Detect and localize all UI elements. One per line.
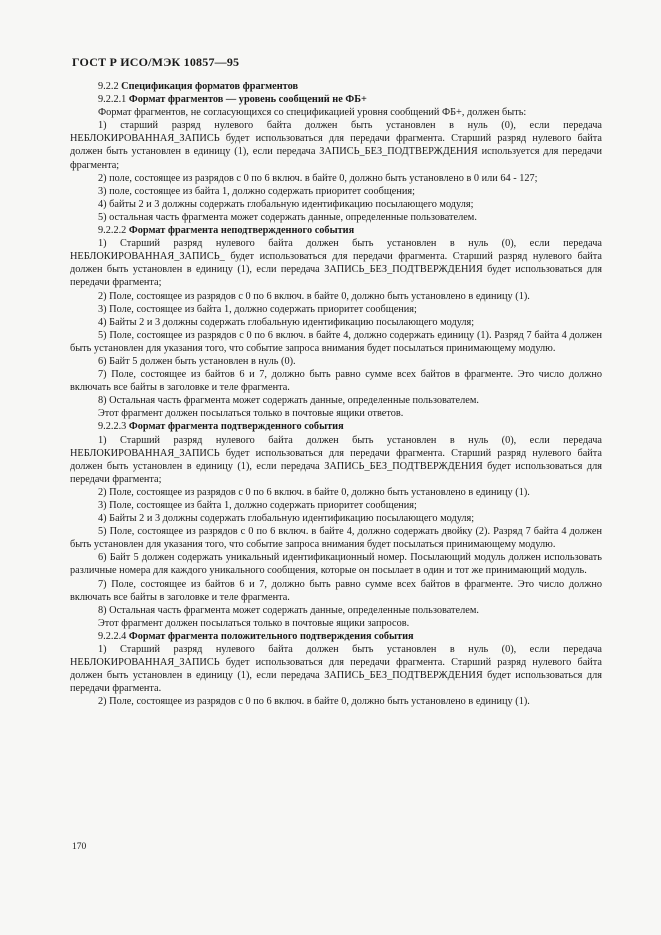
section-title: Спецификация форматов фрагментов (121, 81, 299, 92)
document-body (70, 80, 602, 709)
section-heading (70, 80, 602, 93)
list-item: 4) Байты 2 и 3 должны содержать глобальную идентификацию посылающего модуля; (98, 316, 475, 328)
list-item: 7) Поле, состоящее из байтов 6 и 7, должно быть равно сумме всех байтов в фрагменте. Это число должно включать все байты в заголовке и теле фрагмента. (70, 369, 602, 394)
page-header: ГОСТ Р ИСО/МЭК 10857—95 (72, 55, 240, 69)
list-item: 6) Байт 5 должен быть установлен в нуль (0). (98, 355, 296, 367)
list-item: 5) остальная часть фрагмента может содержать данные, определенные пользователем. (98, 211, 477, 223)
list-item: 2) поле, состоящее из разрядов с 0 по 6 включ. в байте 0, должно быть установлено в 0 или 64 - 127; (98, 172, 538, 184)
list-item: 6) Байт 5 должен содержать уникальный идентификационный номер. Посылающий модуль должен использовать различные номера для каждого уникального сообщения, которые он посылает в один и тот же принимающий модуль. (70, 552, 602, 577)
subsection-heading (70, 630, 602, 643)
list-item: 4) Байты 2 и 3 должны содержать глобальную идентификацию посылающего модуля; (98, 513, 475, 525)
list-item: 5) Поле, состоящее из разрядов с 0 по 6 включ. в байте 4, должно содержать единицу (1). Разряд 7 байта 4 должен быть установлен для указания того, что событие запроса внимания будет посылаться принимающему модулю. (70, 329, 602, 354)
subsection-number: 9.2.2.4 (98, 630, 127, 642)
list-item: 3) поле, состоящее из байта 1, должно содержать приоритет сообщения; (98, 185, 415, 197)
subsection-heading (70, 93, 602, 106)
page-number: 170 (72, 842, 87, 852)
list-item: 4) байты 2 и 3 должны содержать глобальную идентификацию посылающего модуля; (98, 198, 474, 210)
list-item: 3) Поле, состоящее из байта 1, должно содержать приоритет сообщения; (98, 500, 417, 511)
paragraph: Формат фрагментов, не согласующихся со спецификацией уровня сообщений ФБ+, должен быть: (98, 107, 527, 119)
subsection-heading (70, 420, 602, 433)
list-item: 7) Поле, состоящее из байтов 6 и 7, должно быть равно сумме всех байтов в фрагменте. Это число должно включать все байты в заголовке и теле фрагмента. (70, 578, 602, 603)
list-item: 5) Поле, состоящее из разрядов с 0 по 6 включ. в байте 4, должно содержать двойку (2). Разряд 7 байта 4 должен быть установлен для указания того, что событие запроса внимания будет посылаться принимающему модулю. (70, 526, 602, 551)
list-item: 1) старший разряд нулевого байта должен быть установлен в нуль (0), если передача НЕБЛОКИРОВАННАЯ_ЗАПИСЬ будет использоваться для передачи фрагмента. Старший разряд нулевого байта должен быть установлен в единицу (1), если передача ЗАПИСЬ_БЕЗ_ПОДТВЕРЖДЕНИЯ используется для передачи фрагмента; (70, 120, 602, 171)
list-item: 1) Старший разряд нулевого байта должен быть установлен в нуль (0), если передача НЕБЛОКИРОВАННАЯ_ЗАПИСЬ_ будет использоваться для передачи фрагмента. Старший разряд нулевого байта должен быть установлен в единицу (1), если передача ЗАПИСЬ_БЕЗ_ПОДТВЕРЖДЕНИЯ будет использоваться для передачи фрагмента; (70, 238, 602, 289)
list-item: 2) Поле, состоящее из разрядов с 0 по 6 включ. в байте 0, должно быть установлено в единицу (1). (98, 696, 530, 708)
subsection-heading (70, 224, 602, 237)
paragraph: Этот фрагмент должен посылаться только в почтовые ящики запросов. (98, 617, 410, 629)
subsection-title: Формат фрагмента неподтвержденного события (128, 225, 355, 237)
list-item: 1) Старший разряд нулевого байта должен быть установлен в нуль (0), если передача НЕБЛОКИРОВАННАЯ_ЗАПИСЬ будет использоваться для передачи фрагмента. Старший разряд нулевого байта должен быть установлен в единицу (1), если передача ЗАПИСЬ_БЕЗ_ПОДТВЕРЖДЕНИЯ будет использоваться для передачи фрагмента; (70, 434, 602, 485)
list-item: 3) Поле, состоящее из байта 1, должно содержать приоритет сообщения; (98, 303, 417, 315)
subsection-number: 9.2.2.2 (98, 225, 127, 237)
list-item: 2) Поле, состоящее из разрядов с 0 по 6 включ. в байте 0, должно быть установлено в единицу (1). (98, 290, 530, 302)
paragraph: Этот фрагмент должен посылаться только в почтовые ящики ответов. (98, 408, 404, 420)
subsection-number: 9.2.2.1 (98, 94, 127, 106)
list-item: 8) Остальная часть фрагмента может содержать данные, определенные пользователем. (98, 395, 479, 407)
list-item: 1) Старший разряд нулевого байта должен быть установлен в нуль (0), если передача НЕБЛОКИРОВАННАЯ_ЗАПИСЬ будет использоваться для передачи фрагмента. Старший разряд нулевого байта должен быть установлен в единицу (1), если передача ЗАПИСЬ_БЕЗ_ПОДТВЕРЖДЕНИЯ будет использоваться для передачи фрагмента. (70, 644, 602, 695)
subsection-title: Формат фрагментов — уровень сообщений не ФБ+ (128, 94, 367, 106)
section-number: 9.2.2 (98, 81, 119, 92)
subsection-number: 9.2.2.3 (98, 421, 127, 433)
list-item: 8) Остальная часть фрагмента может содержать данные, определенные пользователем. (98, 604, 479, 616)
subsection-title: Формат фрагмента положительного подтверждения события (128, 630, 414, 642)
subsection-title: Формат фрагмента подтвержденного события (128, 421, 344, 433)
list-item: 2) Поле, состоящее из разрядов с 0 по 6 включ. в байте 0, должно быть установлено в единицу (1). (98, 486, 530, 498)
